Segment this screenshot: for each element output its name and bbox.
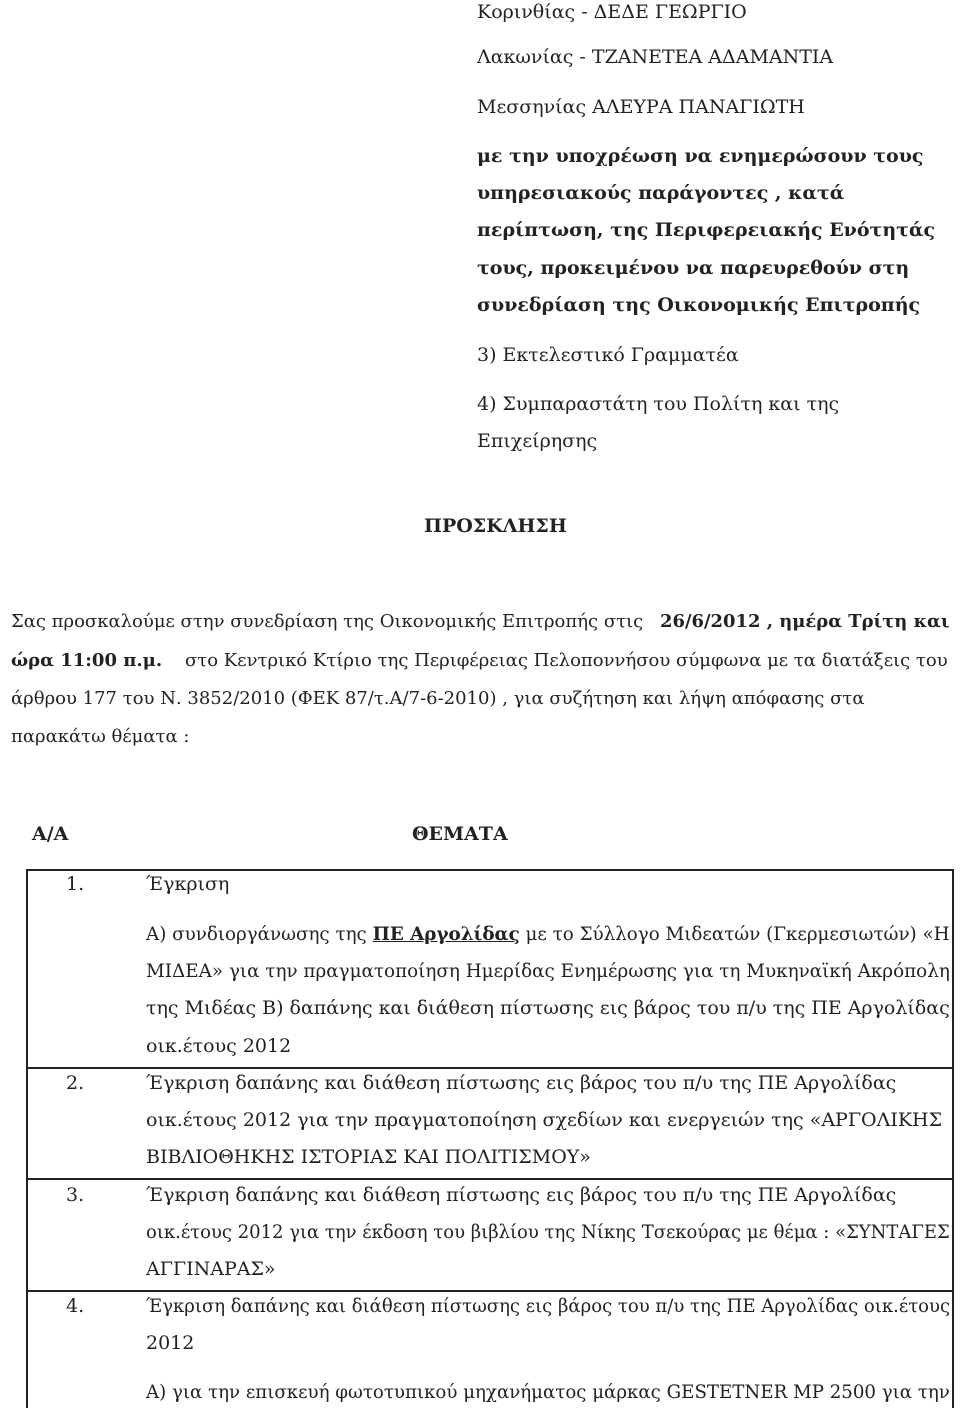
invitation-line-2b: στο Κεντρικό Κτίριο της Περιφέρειας Πελοποννήσου σύμφωνα με τα διατάξεις του: [185, 650, 948, 671]
invitation-line-1a: Σας προσκαλούμε στην συνεδρίαση της Οικονομικής Επιτροπής στις: [11, 611, 644, 632]
recipient-item-4-line-2: Επιχείρησης: [477, 430, 598, 452]
recipient-item-4-line-1: 4) Συμπαραστάτη του Πολίτη και της: [477, 393, 840, 415]
table-row-4-line-3: Α) για την επισκευή φωτοτυπικού μηχανήματος μάρκας GESTETNER MP 2500 για την: [146, 1381, 950, 1403]
recipient-item-3: 3) Εκτελεστικό Γραμματέα: [477, 344, 739, 366]
obligation-line-5: συνεδρίαση της Οικονομικής Επιτροπής: [477, 294, 921, 316]
table-row-3-line-1: Έγκριση δαπάνης και διάθεση πίστωσης εις βάρος του π/υ της ΠΕ Αργολίδας: [146, 1184, 897, 1206]
table-row-3-line-2: οικ.έτους 2012 για την έκδοση του βιβλίου της Νίκης Τσεκούρας με θέμα : «ΣΥΝΤΑΓΕΣ: [146, 1221, 950, 1243]
obligation-line-1: με την υποχρέωση να ενημερώσουν τους: [477, 145, 924, 167]
invitation-date: 26/6/2012 , ημέρα Τρίτη και: [660, 611, 950, 632]
table-row-1-lead: Έγκριση: [146, 873, 230, 895]
table-row-3-number: 3.: [66, 1184, 85, 1206]
page-title: ΠΡΟΣΚΛΗΣΗ: [424, 515, 567, 537]
recipient-lakonias: Λακωνίας - ΤΖΑΝΕΤΕΑ ΑΔΑΜΑΝΤΙΑ: [477, 46, 834, 68]
obligation-line-2: υπηρεσιακούς παράγοντες , κατά: [477, 182, 845, 204]
recipient-korinthias: Κορινθίας - ΔΕΔΕ ΓΕΩΡΓΙΟ: [477, 1, 747, 23]
table-row-1-number: 1.: [66, 873, 85, 895]
table-row-1-suffix: με το Σύλλογο Μιδεατών (Γκερμεσιωτών) «Η: [519, 923, 950, 945]
recipient-messinias: Μεσσηνίας ΑΛΕΥΡΑ ΠΑΝΑΓΙΩΤΗ: [477, 96, 805, 118]
table-row-1-line-4: οικ.έτους 2012: [146, 1035, 292, 1057]
invitation-line-3: άρθρου 177 του Ν. 3852/2010 (ΦΕΚ 87/τ.Α/7-6-2010) , για συζήτηση και λήψη απόφασης στα: [11, 688, 865, 709]
table-row-divider-3: [26, 1290, 954, 1292]
table-row-1-line-1: [146, 922, 950, 946]
table-row-1-prefix: Α) συνδιοργάνωσης της: [146, 923, 373, 945]
table-header-topics: ΘΕΜΑΤΑ: [412, 823, 508, 845]
table-row-2-number: 2.: [66, 1072, 85, 1094]
table-row-2-line-1: Έγκριση δαπάνης και διάθεση πίστωσης εις βάρος του π/υ της ΠΕ Αργολίδας: [146, 1072, 897, 1094]
table-row-divider-2: [26, 1178, 954, 1180]
table-row-4-number: 4.: [66, 1295, 85, 1317]
table-border-left: [26, 869, 28, 1408]
table-row-2-line-3: ΒΙΒΛΙΟΘΗΚΗΣ ΙΣΤΟΡΙΑΣ ΚΑΙ ΠΟΛΙΤΙΣΜΟΥ»: [146, 1146, 591, 1168]
table-row-4-line-1: Έγκριση δαπάνης και διάθεση πίστωσης εις βάρος του π/υ της ΠΕ Αργολίδας οικ.έτους: [146, 1295, 951, 1317]
invitation-line-4: παρακάτω θέματα :: [11, 726, 190, 747]
table-row-3-line-3: ΑΓΓΙΝΑΡΑΣ»: [146, 1258, 276, 1280]
table-row-4-line-2: 2012: [146, 1332, 195, 1354]
table-row-divider-1: [26, 1067, 954, 1069]
table-border-top: [26, 869, 954, 871]
table-row-1-line-2: ΜΙΔΕΑ» για την πραγματοποίηση Ημερίδας Ενημέρωσης για τη Μυκηναϊκή Ακρόπολη: [146, 960, 950, 982]
table-border-right: [952, 869, 954, 1408]
obligation-line-4: τους, προκειμένου να παρευρεθούν στη: [477, 257, 910, 279]
obligation-line-3: περίπτωση, της Περιφερειακής Ενότητάς: [477, 219, 936, 241]
table-row-2-line-2: οικ.έτους 2012 για την πραγματοποίηση σχεδίων και ενεργειών της «ΑΡΓΟΛΙΚΗΣ: [146, 1109, 943, 1131]
table-header-aa: Α/Α: [32, 823, 69, 845]
invitation-time: ώρα 11:00 π.μ.: [11, 650, 163, 671]
table-row-1-underlined: ΠΕ Αργολίδας: [372, 923, 520, 945]
table-row-1-line-3: της Μιδέας Β) δαπάνης και διάθεση πίστωσης εις βάρος του π/υ της ΠΕ Αργολίδας: [146, 997, 950, 1019]
